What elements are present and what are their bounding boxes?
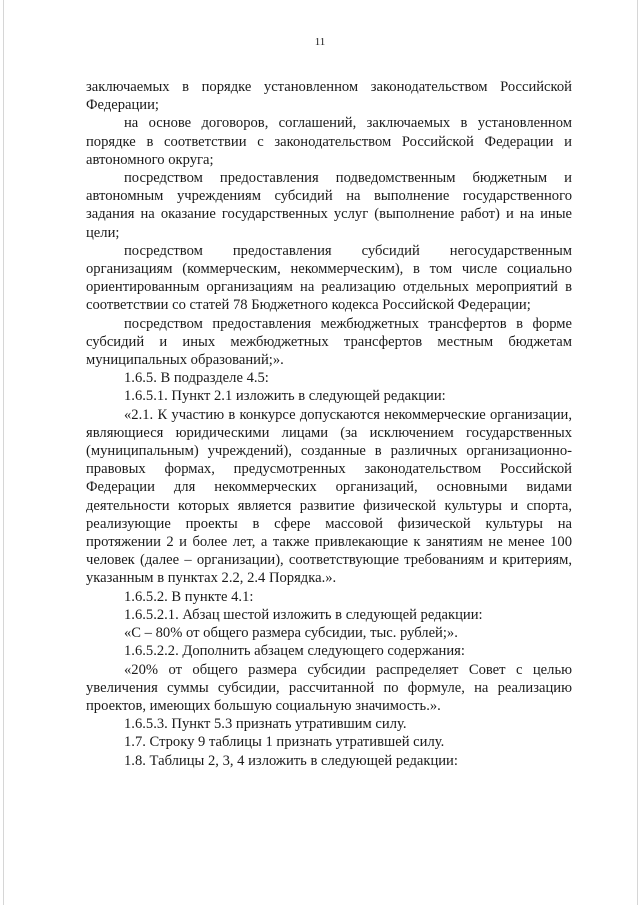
paragraph-1-8: 1.8. Таблицы 2, 3, 4 изложить в следующей редакции: xyxy=(124,752,458,769)
document-body xyxy=(86,78,572,770)
paragraph-subsidies-nongovernmental: посредством предоставления субсидий негосударственным организациям (коммерческим, некоммерческим), в том числе социально ориентированным организациям на реализацию отдельных мероприятий в соответствии со статей 78 Бюджетного кодекса Российской Федерации; xyxy=(86,242,572,314)
paragraph-1-6-5: 1.6.5. В подразделе 4.5: xyxy=(124,370,269,387)
paragraph-clause-2-1: «2.1. К участию в конкурсе допускаются некоммерческие организации, являющиеся юридическими лицами (за исключением государственных (муниципальным) учреждений), созданные в различных организационно-правовых формах, предусмотренных законодательством Российской Федерации для некоммерческих организаций, основными видами деятельности которых является развитие физической культуры и спорта, реализующие проекты в сфере массовой физической культуры на протяжении 2 и более лет, а также привлекающие к занятиям не менее 100 человек (далее – организации), соответствующие требованиям и критериям, указанным в пунктах 2.2, 2.4 Порядка.». xyxy=(86,406,572,587)
paragraph-continuation: заключаемых в порядке установленном законодательством Российской Федерации; xyxy=(86,79,572,114)
paragraph-1-6-5-3: 1.6.5.3. Пункт 5.3 признать утратившим силу. xyxy=(124,716,407,733)
paragraph-subsidies-institutions: посредством предоставления подведомственным бюджетным и автономным учреждениям субсидий на выполнение государственного задания на оказание государственных услуг (выполнение работ) и на иные цели; xyxy=(86,170,572,241)
page-edge-left xyxy=(3,0,4,905)
paragraph-contracts: на основе договоров, соглашений, заключаемых в установленном порядке в соответствии с законодательством Российской Федерации и автономного округа; xyxy=(86,115,572,168)
paragraph-1-7: 1.7. Строку 9 таблицы 1 признать утратившей силу. xyxy=(124,734,445,751)
paragraph-council-distribution: «20% от общего размера субсидии распределяет Совет с целью увеличения суммы субсидии, рассчитанной по формуле, на реализацию проектов, имеющих большую социальную значимость.». xyxy=(86,661,572,714)
paragraph-interbudget-transfers: посредством предоставления межбюджетных трансфертов в форме субсидий и иных межбюджетных трансфертов местным бюджетам муниципальных образований;». xyxy=(86,315,572,369)
paragraph-formula-c: «С – 80% от общего размера субсидии, тыс. рублей;». xyxy=(124,625,458,642)
paragraph-1-6-5-2-2: 1.6.5.2.2. Дополнить абзацем следующего содержания: xyxy=(124,643,465,660)
paragraph-1-6-5-1: 1.6.5.1. Пункт 2.1 изложить в следующей редакции: xyxy=(124,388,446,405)
page-number: 11 xyxy=(314,36,326,48)
paragraph-1-6-5-2: 1.6.5.2. В пункте 4.1: xyxy=(124,588,254,605)
paragraph-1-6-5-2-1: 1.6.5.2.1. Абзац шестой изложить в следующей редакции: xyxy=(124,606,483,623)
page-edge-right xyxy=(637,0,638,905)
